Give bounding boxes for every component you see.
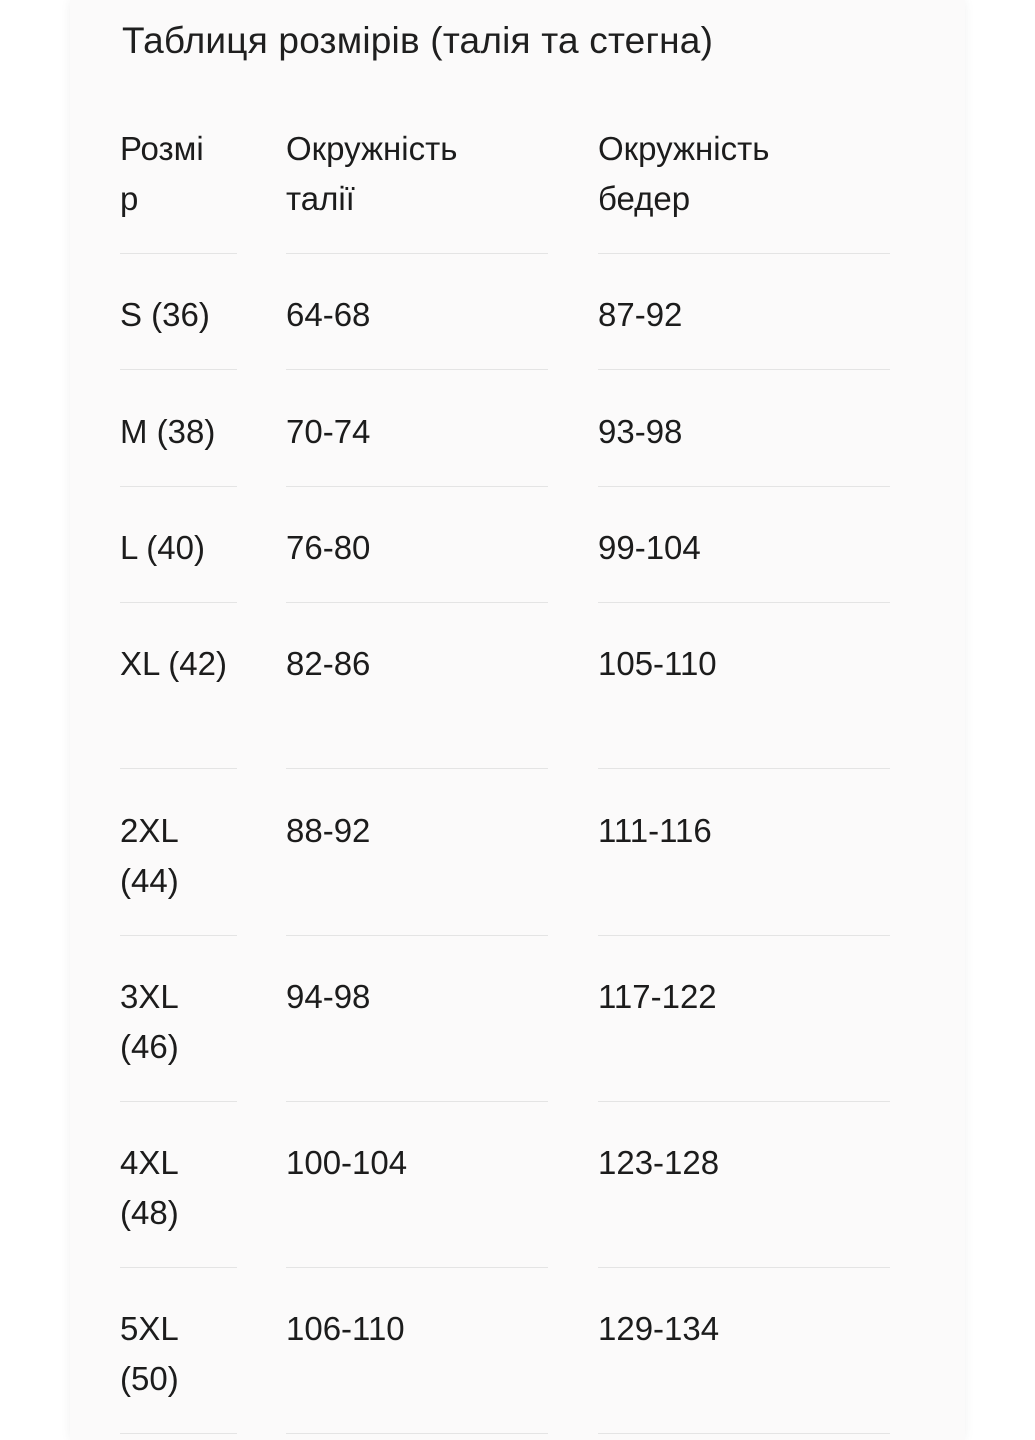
header-waist: Окружність талії [286, 130, 458, 217]
row-divider [286, 768, 548, 769]
row-divider [598, 369, 890, 370]
row-divider [598, 1433, 890, 1434]
cell-hips: 117-122 [598, 978, 717, 1015]
cell-hips: 105-110 [598, 645, 717, 682]
cell-hips: 87-92 [598, 296, 683, 333]
cell-hips: 99-104 [598, 529, 701, 566]
row-divider [598, 1101, 890, 1102]
cell-hips: 111-116 [598, 812, 712, 849]
cell-waist: 64-68 [286, 296, 371, 333]
cell-waist: 94-98 [286, 978, 371, 1015]
row-divider [286, 369, 548, 370]
cell-hips: 129-134 [598, 1310, 720, 1347]
row-divider [598, 602, 890, 603]
row-divider [286, 1101, 548, 1102]
row-divider [598, 1267, 890, 1268]
row-divider [120, 602, 237, 603]
row-divider [120, 1267, 237, 1268]
row-divider [286, 1433, 548, 1434]
row-divider [286, 602, 548, 603]
row-divider [598, 253, 890, 254]
cell-hips: 123-128 [598, 1144, 720, 1181]
cell-waist: 82-86 [286, 645, 371, 682]
row-divider [286, 935, 548, 936]
cell-size: XL (42) [120, 645, 227, 682]
cell-size: L (40) [120, 529, 205, 566]
row-divider [120, 1433, 237, 1434]
cell-size: 3XL (46) [120, 978, 179, 1065]
row-divider [120, 369, 237, 370]
cell-waist: 100-104 [286, 1144, 408, 1181]
row-divider [286, 253, 548, 254]
row-divider [598, 768, 890, 769]
row-divider [120, 253, 237, 254]
row-divider [120, 486, 237, 487]
row-divider [598, 486, 890, 487]
header-hips: Окружність бедер [598, 130, 770, 217]
cell-waist: 70-74 [286, 413, 371, 450]
cell-size: S (36) [120, 296, 210, 333]
cell-waist: 76-80 [286, 529, 371, 566]
page-title: Таблиця розмірів (талія та стегна) [122, 20, 714, 61]
cell-size: 4XL (48) [120, 1144, 179, 1231]
row-divider [120, 935, 237, 936]
cell-size: 5XL (50) [120, 1310, 179, 1397]
header-size: Розмір [120, 130, 204, 217]
row-divider [286, 1267, 548, 1268]
cell-hips: 93-98 [598, 413, 683, 450]
cell-waist: 88-92 [286, 812, 371, 849]
row-divider [286, 486, 548, 487]
row-divider [120, 768, 237, 769]
cell-size: M (38) [120, 413, 216, 450]
cell-size: 2XL (44) [120, 812, 179, 899]
row-divider [120, 1101, 237, 1102]
row-divider [598, 935, 890, 936]
cell-waist: 106-110 [286, 1310, 405, 1347]
